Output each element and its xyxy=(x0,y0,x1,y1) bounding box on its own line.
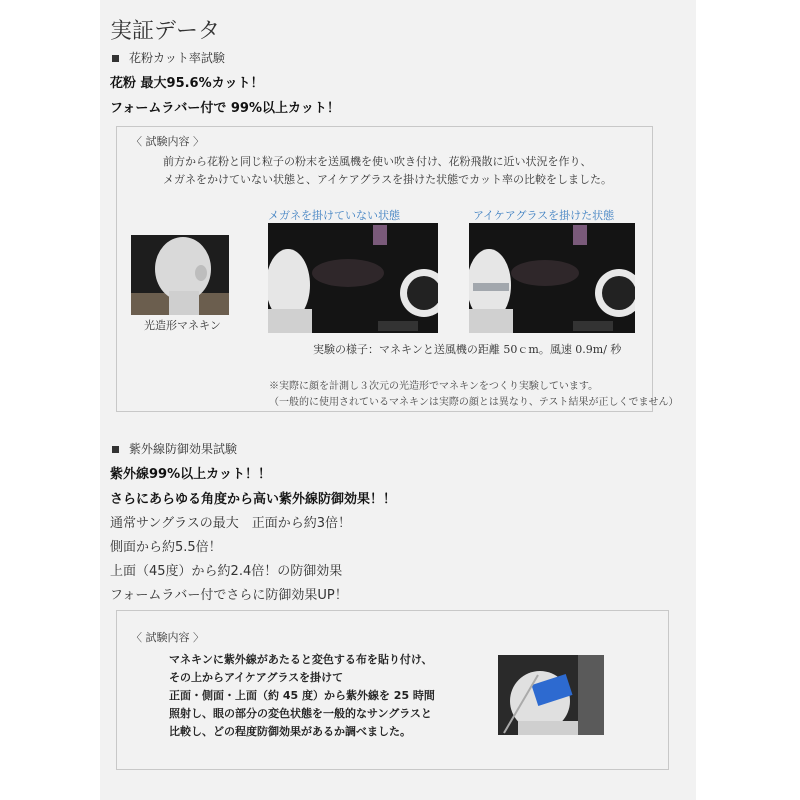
uv-desc-1: マネキンに紫外線があたると変色する布を貼り付け、 xyxy=(169,653,433,666)
pollen-test-label: 〈 試験内容 〉 xyxy=(131,135,204,148)
uv-test-box xyxy=(116,610,669,770)
photo-no-glasses xyxy=(268,223,438,333)
pollen-test-desc-1: 前方から花粉と同じ粒子の粉末を送風機を使い吹き付け、花粉飛散に近い状況を作り、 xyxy=(163,155,592,168)
note-1: ※実際に顔を計測し３次元の光造形でマネキンをつくり実験しています。 xyxy=(269,381,599,392)
page-title: 実証データ xyxy=(110,19,221,44)
uv-test-photo xyxy=(498,655,604,735)
caption-with-glasses: アイケアグラスを掛けた状態 xyxy=(473,209,615,222)
uv-line-2: 側面から約5.5倍！ xyxy=(110,540,222,555)
square-bullet-icon xyxy=(112,446,119,453)
square-bullet-icon xyxy=(112,55,119,62)
photo-with-glasses xyxy=(469,223,635,333)
setup-note: 実験の様子：マネキンと送風機の距離 50ｃm。風速 0.9m/ 秒 xyxy=(313,343,622,356)
uv-test-label: 〈 試験内容 〉 xyxy=(131,631,204,644)
pollen-headline-1: 花粉 最大95.6%カット！ xyxy=(110,76,264,91)
uv-test-description xyxy=(169,651,435,741)
uv-section-title: 紫外線防御効果試験 xyxy=(129,442,238,456)
uv-desc-3: 正面・側面・上面（約 45 度）から紫外線を 25 時間 xyxy=(169,689,435,702)
pollen-test-desc-2: メガネをかけていない状態と、アイケアグラスを掛けた状態でカット率の比較をしました。 xyxy=(163,173,613,186)
pollen-test-box xyxy=(116,126,679,412)
uv-line-3: 上面（45度）から約2.4倍！の防御効果 xyxy=(110,564,343,579)
mannequin-caption: 光造形マネキン xyxy=(144,319,221,332)
uv-headline-1: 紫外線99%以上カット！！ xyxy=(110,467,271,482)
note-2: （一般的に使用されているマネキンは実際の顔とは異なり、テスト結果が正しくでません） xyxy=(269,397,679,408)
uv-desc-2: その上からアイケアグラスを掛けて xyxy=(169,671,344,684)
uv-desc-5: 比較し、どの程度防御効果があるか調べました。 xyxy=(169,725,411,738)
uv-headline-2: さらにあらゆる角度から高い紫外線防御効果！！ xyxy=(110,492,397,507)
pollen-section-title: 花粉カット率試験 xyxy=(129,51,225,65)
uv-line-4: フォームラバー付でさらに防御効果UP！ xyxy=(110,588,348,603)
mannequin-photo xyxy=(131,235,229,315)
uv-section-heading xyxy=(112,440,237,457)
caption-no-glasses: メガネを掛けていない状態 xyxy=(268,209,400,222)
uv-line-1: 通常サングラスの最大 正面から約3倍！ xyxy=(110,516,351,531)
uv-desc-4: 照射し、眼の部分の変色状態を一般的なサングラスと xyxy=(169,707,432,720)
pollen-section-heading xyxy=(112,49,225,66)
pollen-headline-2: フォームラバー付で 99%以上カット！ xyxy=(110,101,340,116)
